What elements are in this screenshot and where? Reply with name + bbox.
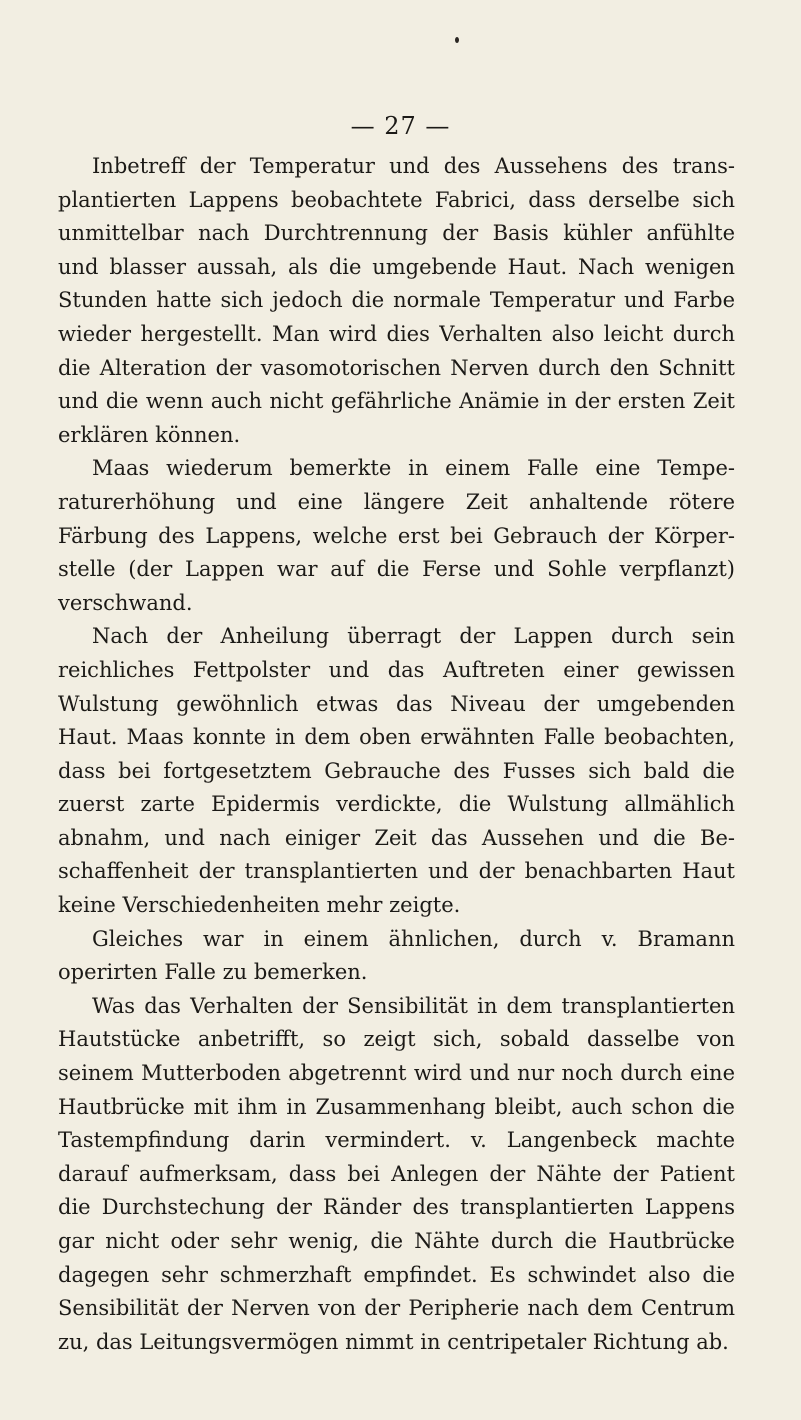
paragraph-sensibility: Was das Verhalten der Sensibilität in dem transplantierten Hautstücke anbetrifft, so zeigt sich, sobald dasselbe von seinem Mutterboden abgetrennt wird und nur noch durch eine Hautbrücke mit ihm in Zusammenhang bleibt, auch schon die Tastempfindung darin vermindert. v. Langenbeck machte darauf aufmerksam, dass bei Anlegen der Nähte der Patient die Durchstechung der Ränder des transplantierten Lappens gar nicht oder sehr wenig, die Nähte durch die Hautbrücke dagegen sehr schmerzhaft empfindet. Es schwindet also die Sensibilität der Nerven von der Peripherie nach dem Centrum zu, das Leitungsvermögen nimmt in centripetaler Richtung ab. <box>58 993 735 1354</box>
paragraph-maas-observation: Maas wiederum bemerkte in einem Falle eine Temperaturerhöhung und eine längere Zeit anhaltende rötere Färbung des Lappens, welche erst bei Gebrauch der Körperstelle (der Lappen war auf die Ferse und Sohle verpflanzt) verschwand. <box>58 456 735 615</box>
page-number: — 27 — <box>350 112 451 140</box>
paragraph-healing: Nach der Anheilung überragt der Lappen durch sein reichliches Fettpolster und das Auftreten einer gewissen Wulstung gewöhnlich etwas das Niveau der umgebenden Haut. Maas konnte in dem oben erwähnten Falle beobachten, dass bei fortgesetztem Gebrauche des Fusses sich bald die zuerst zarte Epidermis verdickte, die Wulstung allmählich abnahm, und nach einiger Zeit das Aussehen und die Beschaffenheit der transplantierten und der benachbarten Haut keine Verschiedenheiten mehr zeigte. <box>58 624 735 918</box>
body-text <box>58 150 735 1359</box>
paragraph-bramann: Gleiches war in einem ähnlichen, durch v. Bramann operirten Falle zu bemerken. <box>58 926 735 985</box>
ink-dot-mark <box>455 37 459 43</box>
paragraph-temperature: Inbetreff der Temperatur und des Aussehens des transplantierten Lappens beobachtete Fabrici, dass derselbe sich unmittelbar nach Durchtrennung der Basis kühler anfühlte und blasser aussah, als die umgebende Haut. Nach wenigen Stunden hatte sich jedoch die normale Temperatur und Farbe wieder hergestellt. Man wird dies Verhalten also leicht durch die Alteration der vasomotorischen Nerven durch den Schnitt und die wenn auch nicht gefährliche Anämie in der ersten Zeit erklären können. <box>58 154 735 447</box>
